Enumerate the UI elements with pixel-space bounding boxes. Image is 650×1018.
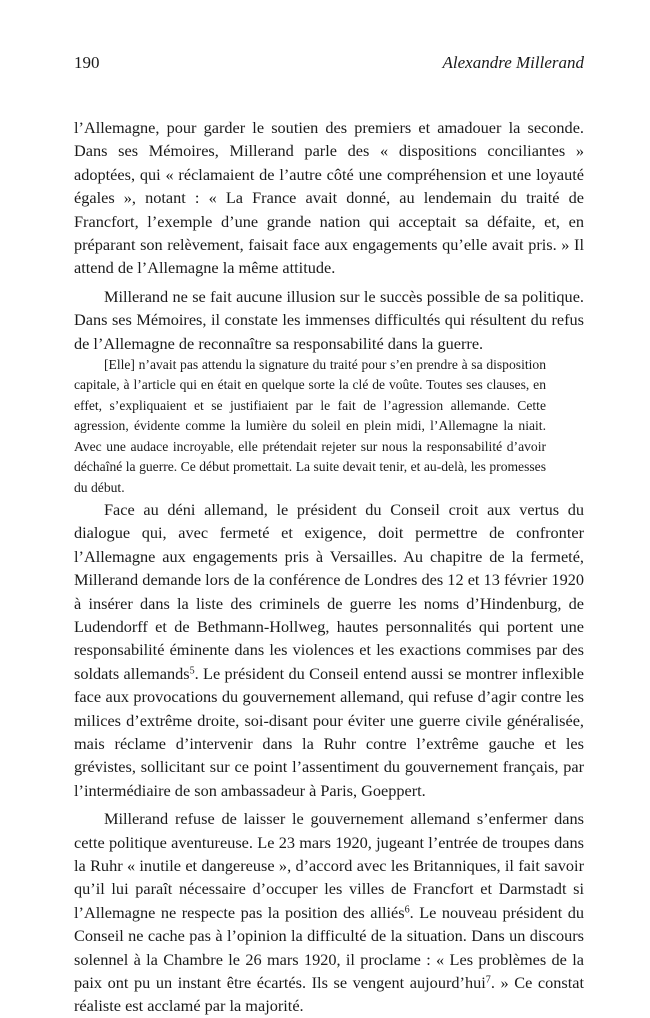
- paragraph-1: l’Allemagne, pour garder le soutien des premiers et amadouer la seconde. Dans ses Mémoires, Millerand parle des « dispositions conciliantes » adoptées, qui « réclamaient de l’autre côté une compréhension et une loyauté égales », notant : « La France avait donné, au lendemain du traité de Francfort, l’exemple d’une grande nation qui acceptait sa défaite, et, en préparant son relèvement, faisait face aux engagements qu’elle avait pris. » Il attend de l’Allemagne la même attitude.: [74, 118, 584, 278]
- page-number: 190: [74, 53, 100, 72]
- running-title: Alexandre Millerand: [442, 53, 584, 72]
- paragraph-4: [74, 807, 584, 1018]
- paragraph-2: Millerand ne se fait aucune illusion sur le succès possible de sa politique. Dans ses Mémoires, il constate les immenses difficultés qui résultent du refus de l’Allemagne de reconnaître sa responsabilité dans la guerre.: [74, 286, 584, 353]
- paragraph-4-text-c: . » Ce constat réaliste est acclamé par la majorité.: [74, 973, 585, 1016]
- block-quote: [Elle] n’avait pas attendu la signature du traité pour s’en prendre à sa disposition capitale, à l’article qui en était en quelque sorte la clé de voûte. Toutes ses clauses, en effet, s’expliquaient et se justifiaient par le fait de l’agression allemande. Cette agression, évidente comme la lumière du soleil en plein midi, l’Allemagne la niait. Avec une audace incroyable, elle prétendait rejeter sur nous la responsabilité d’avoir déchaîné la guerre. Ce début promettait. La suite devait tenir, et au-delà, les promesses du début.: [74, 357, 546, 495]
- page-header: [74, 52, 584, 74]
- body-text: [74, 116, 584, 1018]
- footnote-ref-6: 6: [404, 904, 410, 916]
- paragraph-4-text-a: Millerand refuse de laisser le gouvernement allemand s’enfermer dans cette politique aventureuse. Le 23 mars 1920, jugeant l’entrée de troupes dans la Ruhr « inutile et dangereuse », d’accord avec les Britanniques, il fait savoir qu’il lui paraît nécessaire d’occuper les villes de Francfort et Darmstadt si l’Allemagne ne respecte pas la position des alliés: [74, 809, 584, 922]
- paragraph-3: [74, 498, 584, 802]
- paragraph-3-text-b: . Le président du Conseil entend aussi se montrer inflexible face aux provocations du gouvernement allemand, qui refuse d’agir contre les milices d’extrême droite, soi-disant pour éviter une guerre civile généralisée, mais réclame d’intervenir dans la Ruhr contre l’extrême gauche et les grévistes, sollicitant sur ce point l’assentiment du gouvernement français, par l’intermédiaire de son ambassadeur à Paris, Goeppert.: [74, 663, 584, 800]
- paragraph-3-text-a: Face au déni allemand, le président du Conseil croit aux vertus du dialogue qui, avec fermeté et exigence, doit permettre de confronter l’Allemagne aux engagements pris à Versailles. Au chapitre de la fermeté, Millerand demande lors de la conférence de Londres des 12 et 13 février 1920 à insérer dans la liste des criminels de guerre les noms d’Hindenburg, de Ludendorff et de Bethmann-Hollweg, hautes personnalités qui portent une responsabilité éminente dans les violences et les exactions commises par des soldats allemands: [74, 499, 584, 683]
- paragraph-4-text-b: . Le nouveau président du Conseil ne cache pas à l’opinion la difficulté de la situation. Dans un discours solennel à la Chambre le 26 mars 1920, il proclame : « Les problèmes de la paix ont pu un instant être écartés. Ils se vengent aujourd’hui: [74, 902, 584, 993]
- footnote-ref-7: 7: [485, 974, 491, 986]
- footnote-ref-5: 5: [189, 665, 195, 677]
